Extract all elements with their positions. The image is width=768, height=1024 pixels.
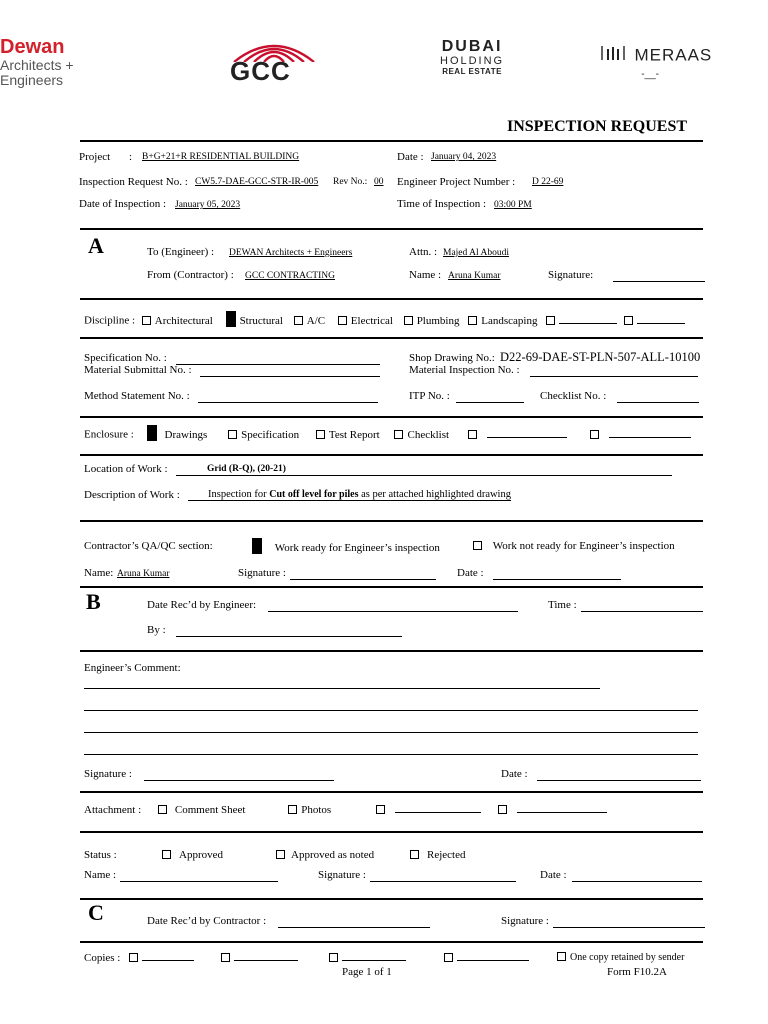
status-approved-noted-text: Approved as noted <box>291 849 375 861</box>
description-bold: Cut off level for piles <box>269 489 359 500</box>
enclosure-drawings: Drawings <box>164 428 208 441</box>
qaqc-name-value[interactable]: Aruna Kumar <box>117 569 170 579</box>
epn-value[interactable]: D 22-69 <box>532 177 564 187</box>
ir-label: Inspection Request No. : <box>79 176 188 188</box>
description-post: as per attached highlighted drawing <box>361 489 511 500</box>
checked-box-icon[interactable] <box>147 425 157 441</box>
status-rejected[interactable] <box>410 849 465 861</box>
date-recd-engineer-label: Date Rec’d by Engineer: <box>147 599 257 611</box>
meraas-bars-icon <box>600 44 626 67</box>
dewan-logo-name: Dewan <box>0 36 65 58</box>
dubai-logo-line3: REAL ESTATE <box>442 67 502 76</box>
divider <box>80 898 703 900</box>
doi-label: Date of Inspection : <box>79 198 167 210</box>
attn-value[interactable]: Majed Al Aboudi <box>443 248 509 258</box>
checkbox-icon[interactable] <box>624 316 633 325</box>
qaqc-not-ready-text: Work not ready for Engineer’s inspection <box>492 540 675 552</box>
copies-line[interactable] <box>234 960 298 961</box>
discipline-electrical: Electrical <box>350 314 393 327</box>
copies-retained-text: One copy retained by sender <box>570 952 685 963</box>
enclosure-test-report: Test Report <box>328 428 380 441</box>
checkbox-icon[interactable] <box>557 952 566 961</box>
location-label: Location of Work : <box>84 463 168 475</box>
page-number: Page 1 of 1 <box>342 966 392 978</box>
discipline-other-line[interactable] <box>559 323 617 324</box>
spec-line[interactable] <box>176 364 380 365</box>
divider <box>80 337 703 339</box>
discipline-landscaping: Landscaping <box>481 314 538 327</box>
copies-line[interactable] <box>342 960 406 961</box>
status-date-line[interactable] <box>572 881 702 882</box>
checked-box-icon[interactable] <box>226 311 236 327</box>
to-label: To (Engineer) : <box>147 246 215 258</box>
contractor-signature-line[interactable] <box>553 927 705 928</box>
checkbox-icon[interactable] <box>394 430 403 439</box>
qaqc-name-label: Name: <box>84 567 114 579</box>
qaqc-ready-option[interactable] <box>252 540 440 556</box>
status-label: Status : <box>84 849 117 861</box>
checkbox-icon[interactable] <box>158 805 167 814</box>
qaqc-signature-line[interactable] <box>290 579 436 580</box>
engineer-comment-label: Engineer’s Comment: <box>84 662 181 674</box>
meraas-logo-text: MERAAS <box>634 45 713 65</box>
checkbox-icon[interactable] <box>338 316 347 325</box>
from-label: From (Contractor) : <box>147 269 234 281</box>
meraas-logo <box>600 44 712 80</box>
checkbox-icon[interactable] <box>410 850 419 859</box>
copies-line[interactable] <box>457 960 529 961</box>
itp-line[interactable] <box>456 402 524 403</box>
checkbox-icon[interactable] <box>276 850 285 859</box>
enclosure-specification: Specification <box>241 428 300 441</box>
date-recd-engineer-line[interactable] <box>268 611 518 612</box>
checklist-label: Checklist No. : <box>540 390 607 402</box>
checkbox-icon[interactable] <box>329 953 338 962</box>
checkbox-icon[interactable] <box>288 805 297 814</box>
qaqc-label: Contractor’s QA/QC section: <box>84 540 213 552</box>
gcc-logo-text: GCC <box>230 56 291 86</box>
name-label: Name : <box>409 269 442 281</box>
ir-value[interactable]: CW5.7-DAE-GCC-STR-IR-005 <box>195 177 319 187</box>
section-b-letter: B <box>86 589 101 614</box>
copies-retained[interactable] <box>557 952 684 963</box>
rev-value[interactable]: 00 <box>374 177 384 187</box>
epn-label: Engineer Project Number : <box>397 176 516 188</box>
discipline-label: Discipline : <box>84 314 136 327</box>
time-line[interactable] <box>581 611 703 612</box>
checkbox-icon[interactable] <box>376 805 385 814</box>
divider <box>80 941 703 943</box>
enclosure-other-line[interactable] <box>487 437 567 438</box>
shop-label: Shop Drawing No.: <box>409 352 495 364</box>
qaqc-date-label: Date : <box>457 567 484 579</box>
engineer-signature-line[interactable] <box>144 780 334 781</box>
dubai-logo-line2: HOLDING <box>440 55 505 67</box>
dubai-holding-logo <box>440 38 504 77</box>
comment-line[interactable] <box>84 732 698 733</box>
name-value[interactable]: Aruna Kumar <box>448 271 501 281</box>
qaqc-ready-text: Work ready for Engineer’s inspection <box>274 541 440 554</box>
shop-value[interactable]: D22-69-DAE-ST-PLN-507-ALL-10100 <box>500 350 701 364</box>
spec-label: Specification No. : <box>84 352 167 364</box>
location-line[interactable] <box>176 475 672 476</box>
date-label: Date : <box>397 151 424 163</box>
meraas-logo-sub: -__- <box>641 69 660 80</box>
dewan-logo-line3: Engineers <box>0 72 64 88</box>
by-line[interactable] <box>176 636 402 637</box>
comment-line[interactable] <box>84 754 698 755</box>
checkbox-icon[interactable] <box>142 316 151 325</box>
checkbox-icon[interactable] <box>546 316 555 325</box>
attachment-label: Attachment : <box>84 804 142 816</box>
time-label: Time : <box>548 599 577 611</box>
status-signature-label: Signature : <box>318 869 366 881</box>
rev-label: Rev No.: <box>333 177 368 187</box>
discipline-structural: Structural <box>239 314 283 327</box>
comment-line[interactable] <box>84 710 698 711</box>
comment-line[interactable] <box>84 688 600 689</box>
qaqc-signature-label: Signature : <box>238 567 286 579</box>
description-value[interactable] <box>188 489 511 501</box>
enclosure-other-line[interactable] <box>609 437 691 438</box>
material-inspection-label: Material Inspection No. : <box>409 364 520 376</box>
material-inspection-line[interactable] <box>530 376 698 377</box>
checkbox-icon[interactable] <box>404 316 413 325</box>
engineer-date-line[interactable] <box>537 780 701 781</box>
divider <box>80 520 703 522</box>
enclosure-row <box>84 427 691 443</box>
divider <box>80 228 703 230</box>
project-value[interactable]: B+G+21+R RESIDENTIAL BUILDING <box>142 152 300 162</box>
gcc-logo <box>226 36 322 86</box>
doi-value[interactable]: January 05, 2023 <box>175 200 241 210</box>
discipline-architectural: Architectural <box>154 314 213 327</box>
date-recd-contractor-line[interactable] <box>278 927 430 928</box>
checkbox-icon[interactable] <box>468 430 477 439</box>
from-value[interactable]: GCC CONTRACTING <box>245 271 335 281</box>
checklist-line[interactable] <box>617 402 699 403</box>
method-label: Method Statement No. : <box>84 390 190 402</box>
checked-box-icon[interactable] <box>252 538 262 554</box>
divider <box>80 791 703 793</box>
location-value[interactable]: Grid (R-Q), (20-21) <box>207 464 286 474</box>
qaqc-date-line[interactable] <box>493 579 621 580</box>
toi-value[interactable]: 03:00 PM <box>494 200 532 210</box>
checkbox-icon[interactable] <box>162 850 171 859</box>
status-signature-line[interactable] <box>370 881 516 882</box>
attachment-photos: Photos <box>301 804 332 816</box>
to-value[interactable]: DEWAN Architects + Engineers <box>229 248 353 258</box>
copies-line[interactable] <box>142 960 194 961</box>
signature-line[interactable] <box>613 281 705 282</box>
material-submittal-label: Material Submittal No. : <box>84 364 192 376</box>
status-name-label: Name : <box>84 869 117 881</box>
date-recd-contractor-label: Date Rec’d by Contractor : <box>147 915 267 927</box>
page-title: INSPECTION REQUEST <box>507 118 688 135</box>
checkbox-icon[interactable] <box>129 953 138 962</box>
copies-row <box>84 952 529 964</box>
dewan-logo-line2: Architects + <box>0 57 74 73</box>
discipline-ac: A/C <box>306 314 326 327</box>
enclosure-checklist: Checklist <box>407 428 450 441</box>
description-pre: Inspection for <box>208 489 267 500</box>
status-date-label: Date : <box>540 869 567 881</box>
itp-label: ITP No. : <box>409 390 450 402</box>
checkbox-icon[interactable] <box>294 316 303 325</box>
attachment-other-line[interactable] <box>517 812 607 813</box>
dubai-logo-line1: DUBAI <box>441 38 503 55</box>
divider <box>80 298 703 300</box>
qaqc-not-ready-option[interactable] <box>473 540 675 552</box>
signature-label: Signature: <box>548 269 594 281</box>
material-submittal-line[interactable] <box>200 376 380 377</box>
by-label: By : <box>147 624 166 636</box>
discipline-other-line[interactable] <box>637 323 685 324</box>
divider <box>80 586 703 588</box>
status-rejected-text: Rejected <box>427 849 466 861</box>
checkbox-icon[interactable] <box>444 953 453 962</box>
checkbox-icon[interactable] <box>498 805 507 814</box>
status-approved-text: Approved <box>179 849 223 861</box>
engineer-signature-label: Signature : <box>84 768 132 780</box>
discipline-plumbing: Plumbing <box>416 314 460 327</box>
status-name-line[interactable] <box>120 881 278 882</box>
date-value[interactable]: January 04, 2023 <box>431 152 497 162</box>
copies-label: Copies : <box>84 952 121 964</box>
method-line[interactable] <box>198 402 378 403</box>
divider <box>80 454 703 456</box>
checkbox-icon[interactable] <box>316 430 325 439</box>
status-approved-as-noted[interactable] <box>276 849 374 861</box>
divider <box>80 416 703 418</box>
divider <box>80 140 703 142</box>
dewan-logo <box>0 36 74 88</box>
project-label: Project <box>79 151 111 163</box>
description-label: Description of Work : <box>84 489 180 501</box>
divider <box>80 831 703 833</box>
attn-label: Attn. : <box>409 246 438 258</box>
engineer-date-label: Date : <box>501 768 528 780</box>
checkbox-icon[interactable] <box>590 430 599 439</box>
contractor-signature-label: Signature : <box>501 915 549 927</box>
attachment-other-line[interactable] <box>395 812 481 813</box>
enclosure-label: Enclosure : <box>84 428 134 441</box>
checkbox-icon[interactable] <box>473 541 482 550</box>
status-approved[interactable] <box>162 849 223 861</box>
checkbox-icon[interactable] <box>468 316 477 325</box>
attachment-comment-sheet: Comment Sheet <box>174 804 246 816</box>
discipline-row <box>84 313 685 329</box>
toi-label: Time of Inspection : <box>397 198 487 210</box>
section-c-letter: C <box>88 900 104 925</box>
form-number: Form F10.2A <box>607 966 667 978</box>
checkbox-icon[interactable] <box>228 430 237 439</box>
attachment-row <box>84 804 607 816</box>
divider <box>80 650 703 652</box>
checkbox-icon[interactable] <box>221 953 230 962</box>
section-a-letter: A <box>88 233 104 258</box>
